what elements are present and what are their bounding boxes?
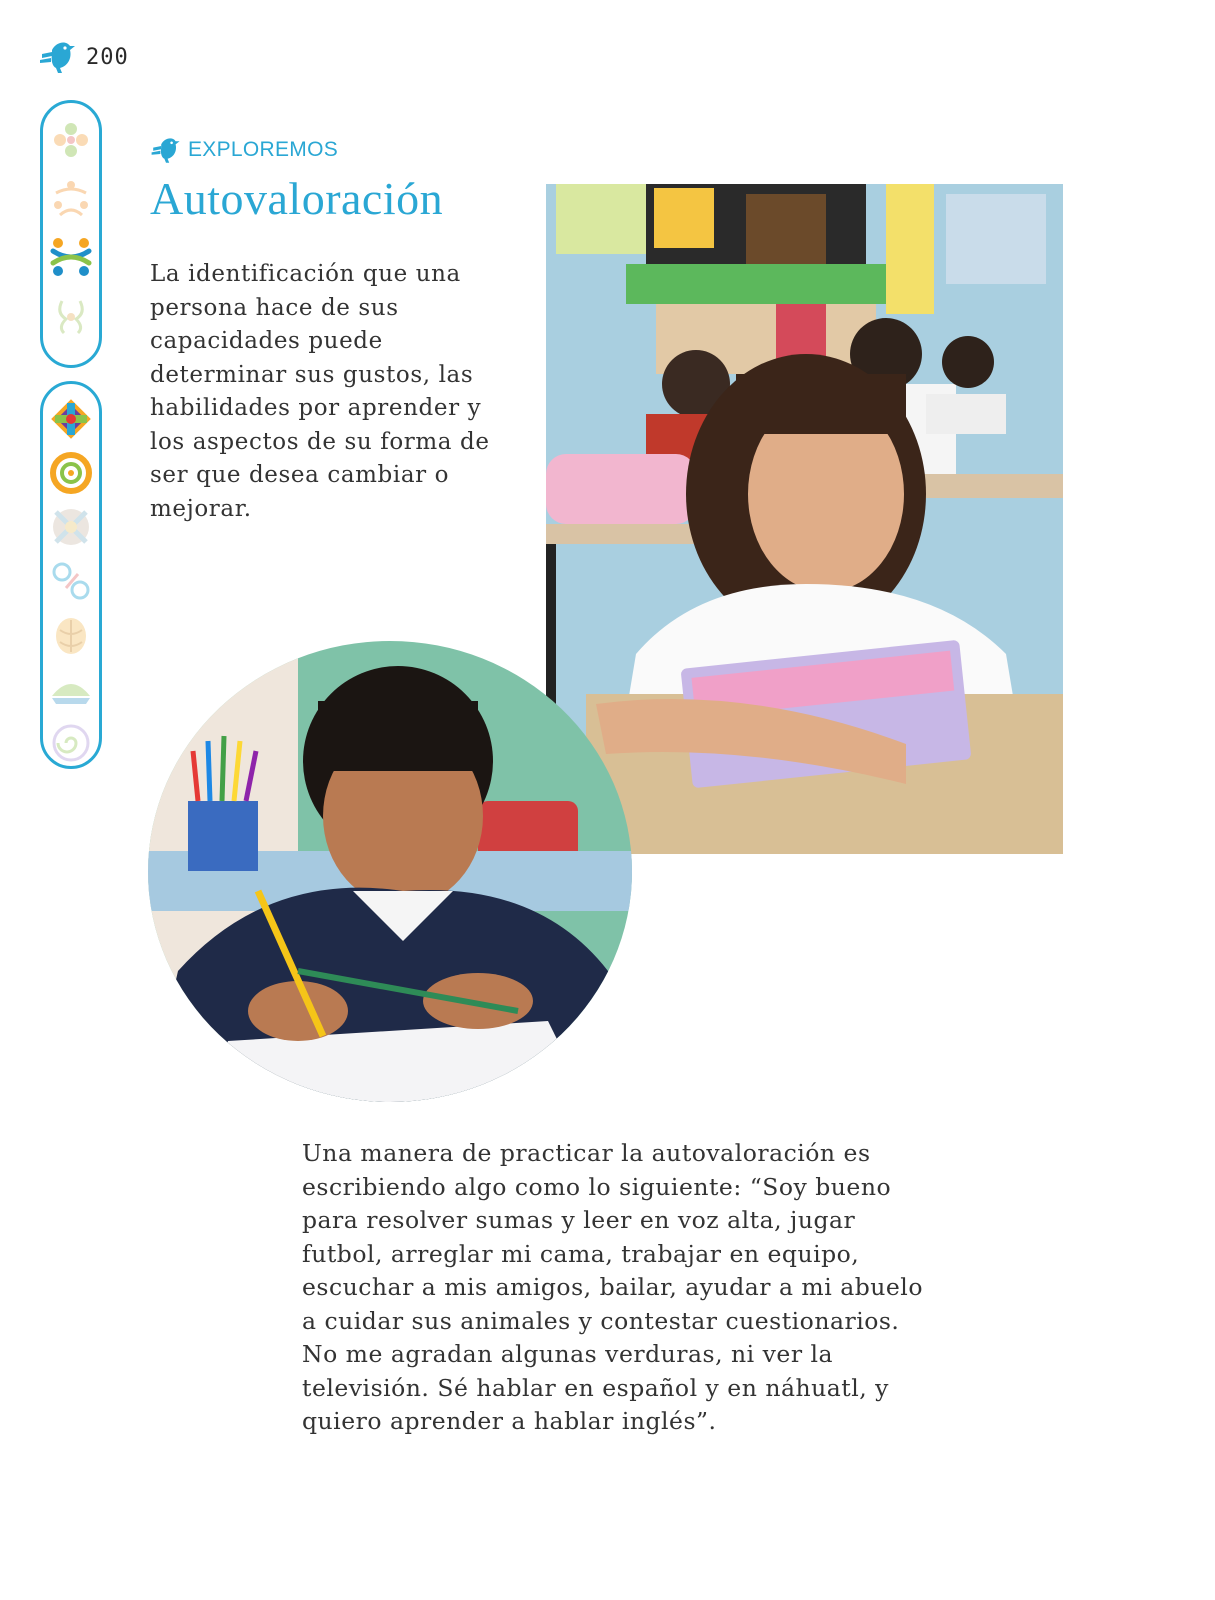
flower-icon[interactable] (48, 117, 94, 163)
section-label: EXPLOREMOS (188, 138, 339, 161)
page-number-text: 200 (86, 44, 129, 70)
links-icon[interactable] (48, 558, 94, 604)
intro-paragraph: La identificación que una persona hace de sus capacidades puede determinar sus gustos, las habilidades por aprender y los aspectos de su forma de ser que desea cambiar o mejorar. (150, 261, 490, 522)
side-rail-group-2 (40, 381, 102, 769)
people-circle-icon[interactable] (48, 175, 94, 221)
bird-logo-icon (150, 136, 182, 164)
landscape-icon[interactable] (48, 666, 94, 712)
linked-figures-icon[interactable] (47, 233, 95, 281)
section-header (150, 136, 338, 164)
body-paragraph: Una manera de practicar la autovaloración es escribiendo algo como lo siguiente: “Soy bueno para resolver sumas y leer en voz alta, jugar futbol, arreglar mi cama, trabajar en equipo, escuchar a mis amigos, bailar, ayudar a mi abuelo a cuidar sus animales y contestar cuestionarios. No me agradan algunas verduras, ni ver la televisión. Sé hablar en español y en náhuatl, y quiero aprender a hablar inglés”. (302, 1139, 923, 1435)
boy-writing-photo (148, 641, 632, 1102)
woven-circle-icon[interactable] (48, 504, 94, 550)
page-number (38, 40, 129, 74)
diamond-pattern-icon[interactable] (48, 396, 94, 442)
spiral-icon[interactable] (48, 720, 94, 766)
page-title: Autovaloración (150, 173, 444, 224)
hands-icon[interactable] (48, 293, 94, 339)
classroom-photo (546, 184, 1063, 854)
bird-logo-icon (38, 40, 78, 74)
target-ring-icon[interactable] (48, 450, 94, 496)
seed-icon[interactable] (48, 612, 94, 658)
side-rail-group-1 (40, 100, 102, 368)
